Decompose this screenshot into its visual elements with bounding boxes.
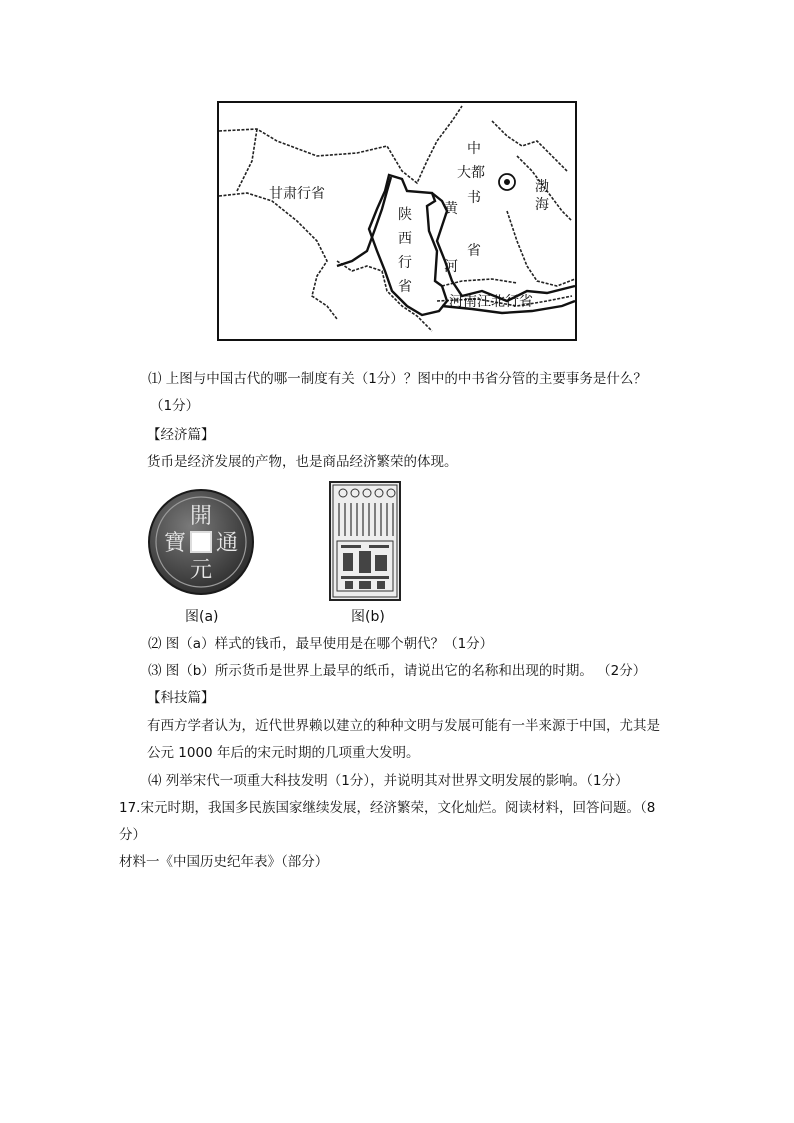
caption-figure-b: 图(b): [351, 609, 385, 625]
question-3: ⑶ 图（b）所示货币是世界上最早的纸币，请说出它的名称和出现的时期。 （2分）: [148, 663, 647, 679]
label-bohai-2: 海: [535, 197, 549, 213]
material-1-title: 材料一《中国历史纪年表》（部分）: [119, 854, 329, 870]
label-zhongshu-2: 书: [467, 190, 481, 206]
economy-intro: 货币是经济发展的产物，也是商品经济繁荣的体现。: [147, 454, 458, 470]
label-dadu: 大都: [457, 165, 485, 181]
tech-intro-line1: 有西方学者认为，近代世界赖以建立的种种文明与发展可能有一半来源于中国，尤其是: [147, 718, 660, 734]
economy-heading: 【经济篇】: [147, 427, 215, 443]
dadu-capital-marker: [499, 174, 515, 190]
label-shaanxi-1: 陕: [398, 207, 412, 223]
coin-char-bottom: 元: [189, 558, 213, 583]
coin-char-left: 寶: [163, 531, 187, 556]
yuan-province-map: [217, 101, 577, 341]
jiaozi-paper-money-image: [329, 481, 401, 601]
label-huanghe-1: 黄: [444, 201, 458, 217]
label-zhongshu-1: 中: [467, 141, 481, 157]
label-huanghe-2: 河: [444, 259, 458, 275]
coin-char-top: 開: [189, 504, 213, 529]
label-zhongshu-3: 省: [467, 243, 481, 259]
question-4: ⑷ 列举宋代一项重大科技发明（1分），并说明其对世界文明发展的影响。（1分）: [148, 773, 629, 789]
coin-char-right: 通: [215, 531, 239, 556]
kaiyuan-coin-image: [147, 488, 255, 596]
tech-intro-line2: 公元 1000 年后的宋元时期的几项重大发明。: [147, 745, 420, 761]
question-1-line1: ⑴ 上图与中国古代的哪一制度有关（1分）？图中的中书省分管的主要事务是什么？: [148, 371, 647, 387]
caption-figure-a: 图(a): [185, 609, 219, 625]
question-2: ⑵ 图（a）样式的钱币，最早使用是在哪个朝代？（1分）: [148, 636, 494, 652]
label-henan: 河南江北行省: [449, 294, 533, 310]
label-shaanxi-2: 西: [398, 231, 412, 247]
label-shaanxi-4: 省: [398, 279, 412, 295]
label-gansu: 甘肃行省: [269, 186, 325, 202]
coin-square-hole: [191, 532, 211, 552]
tech-heading: 【科技篇】: [147, 690, 215, 706]
question-17-line1: 17.宋元时期，我国多民族国家继续发展，经济繁荣，文化灿烂。阅读材料，回答问题。（8: [119, 800, 656, 816]
label-bohai-1: 渤: [535, 179, 549, 195]
question-1-line2: （1分）: [150, 398, 200, 414]
label-shaanxi-3: 行: [398, 255, 412, 271]
question-17-line2: 分）: [119, 827, 146, 843]
